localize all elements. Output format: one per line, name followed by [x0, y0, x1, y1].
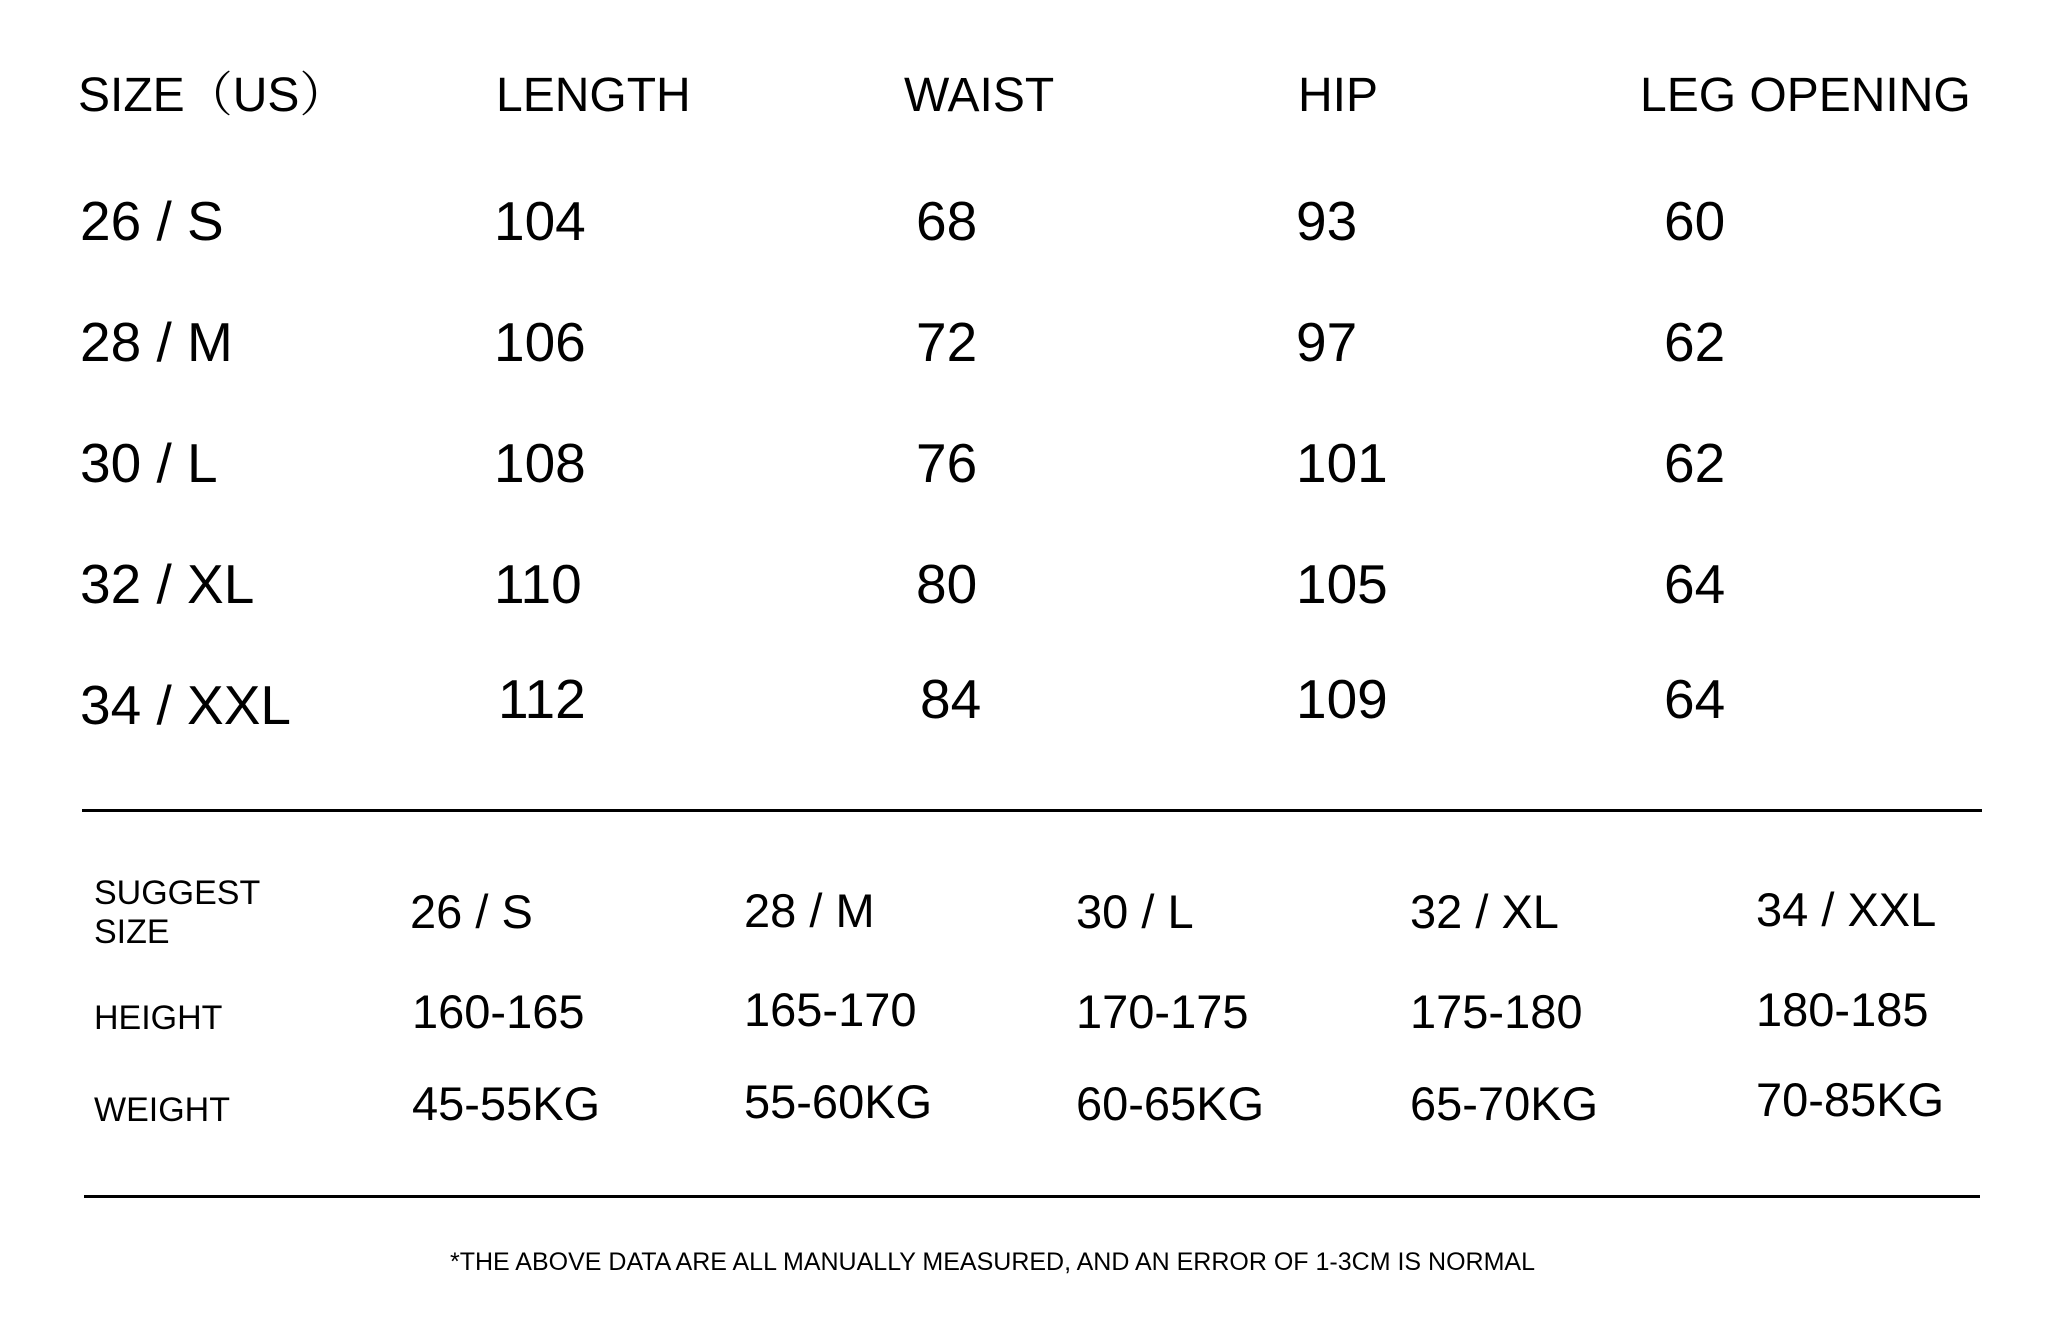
suggest-size-value: 34 / XXL — [1756, 883, 1937, 936]
suggest-size-value: 30 / L — [1076, 885, 1194, 938]
weight-label: WEIGHT — [94, 1091, 230, 1129]
waist-cell: 76 — [916, 432, 978, 494]
length-cell: 112 — [498, 668, 586, 730]
header-leg-opening: LEG OPENING — [1640, 69, 1971, 122]
leg-opening-cell: 60 — [1664, 190, 1726, 252]
leg-opening-cell: 62 — [1664, 311, 1726, 373]
header-waist: WAIST — [904, 69, 1055, 122]
suggest-size-label — [94, 874, 260, 952]
divider-bottom — [84, 1195, 1980, 1198]
length-cell: 104 — [494, 190, 586, 252]
footnote: *THE ABOVE DATA ARE ALL MANUALLY MEASURED, AND AN ERROR OF 1-3CM IS NORMAL — [450, 1248, 1536, 1276]
leg-opening-cell: 64 — [1664, 668, 1726, 730]
length-cell: 106 — [494, 311, 586, 373]
hip-cell: 97 — [1296, 311, 1358, 373]
waist-cell: 72 — [916, 311, 978, 373]
size-cell: 30 / L — [80, 432, 218, 494]
height-value: 170-175 — [1076, 985, 1249, 1038]
weight-value: 55-60KG — [744, 1075, 933, 1128]
height-label: HEIGHT — [94, 999, 223, 1037]
suggest-size-value: 26 / S — [410, 885, 533, 938]
size-cell: 34 / XXL — [80, 674, 291, 736]
divider-top — [82, 809, 1982, 812]
weight-value: 70-85KG — [1756, 1073, 1945, 1126]
hip-cell: 101 — [1296, 432, 1388, 494]
header-length: LENGTH — [496, 69, 691, 122]
leg-opening-cell: 64 — [1664, 553, 1726, 615]
length-cell: 110 — [494, 553, 582, 615]
suggest-size-value: 32 / XL — [1410, 885, 1559, 938]
height-value: 165-170 — [744, 983, 917, 1036]
height-value: 160-165 — [412, 985, 585, 1038]
waist-cell: 84 — [920, 668, 982, 730]
weight-value: 45-55KG — [412, 1077, 601, 1130]
hip-cell: 93 — [1296, 190, 1358, 252]
weight-value: 65-70KG — [1410, 1077, 1599, 1130]
hip-cell: 105 — [1296, 553, 1388, 615]
suggest-size-value: 28 / M — [744, 884, 875, 937]
size-cell: 26 / S — [80, 190, 224, 252]
leg-opening-cell: 62 — [1664, 432, 1726, 494]
header-hip: HIP — [1298, 69, 1379, 122]
waist-cell: 68 — [916, 190, 978, 252]
header-size: SIZE（US） — [78, 69, 348, 122]
suggest-label-line-2: SIZE — [94, 913, 170, 952]
waist-cell: 80 — [916, 553, 978, 615]
height-value: 175-180 — [1410, 985, 1583, 1038]
suggest-label-line-1: SUGGEST — [94, 874, 261, 912]
length-cell: 108 — [494, 432, 586, 494]
weight-value: 60-65KG — [1076, 1077, 1265, 1130]
size-cell: 32 / XL — [80, 553, 255, 615]
hip-cell: 109 — [1296, 668, 1388, 730]
height-value: 180-185 — [1756, 983, 1929, 1036]
size-cell: 28 / M — [80, 311, 233, 373]
